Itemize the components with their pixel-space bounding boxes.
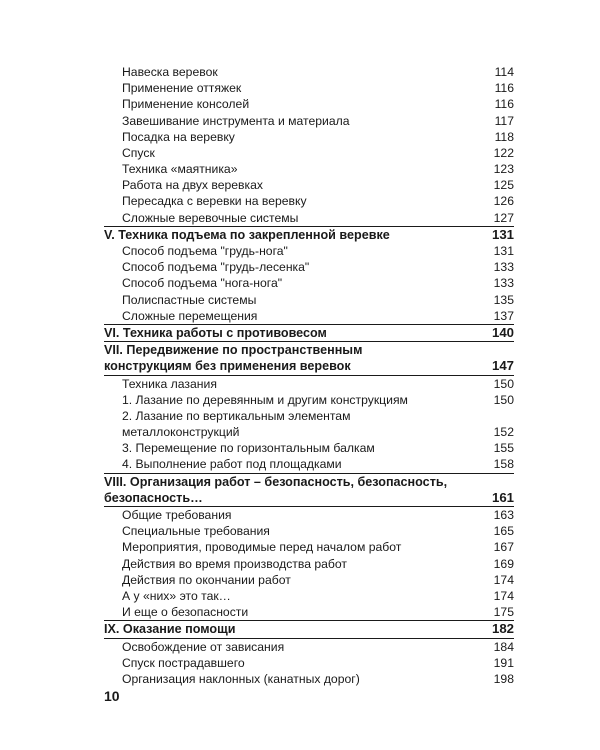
toc-section-heading (104, 324, 514, 341)
toc-entry-page: 137 (493, 308, 514, 323)
toc-entry-page: 135 (493, 292, 514, 307)
toc-entry-page: 198 (493, 671, 514, 686)
toc-entry (104, 539, 514, 555)
toc-entry (104, 243, 514, 259)
toc-entry-title: Сложные веревочные системы (122, 210, 299, 225)
toc-entry-title: Действия по окончании работ (122, 572, 291, 587)
toc-section-heading (104, 473, 514, 490)
toc-section-title: конструкциям без применения веревок (104, 359, 351, 374)
toc-entry-title: Навеска веревок (122, 64, 218, 79)
toc-section-heading (104, 226, 514, 243)
toc-entry-page: 131 (493, 244, 514, 259)
toc-entry (104, 210, 514, 226)
toc-entry (104, 375, 514, 392)
toc-section-heading-continued (104, 490, 514, 506)
toc-entry-title: металлоконструкций (122, 425, 240, 440)
toc-entry-page: 118 (494, 129, 514, 144)
toc-entry (104, 96, 514, 112)
toc-entry (104, 588, 514, 604)
toc-entry-title: 1. Лазание по деревянным и другим конструкциям (122, 392, 408, 407)
toc-section-title: VIII. Организация работ – безопасность, безопасность, (104, 474, 448, 489)
toc-entry-page: 163 (493, 508, 514, 523)
toc-section-title: V. Техника подъема по закрепленной веревке (104, 227, 390, 242)
toc-entry-title: 4. Выполнение работ под площадками (122, 457, 342, 472)
toc-section-title: безопасность… (104, 490, 203, 505)
toc-entry (104, 440, 514, 456)
toc-entry-title: Завешивание инструмента и материала (122, 113, 350, 128)
toc-entry-title: Общие требования (122, 508, 232, 523)
toc-entry (104, 194, 514, 210)
toc-entry (104, 80, 514, 96)
toc-entry (104, 572, 514, 588)
toc-entry (104, 145, 514, 161)
toc-entry-title: И еще о безопасности (122, 605, 249, 620)
toc-entry-page: 127 (493, 210, 514, 225)
toc-section-heading (104, 620, 514, 637)
toc-entry-title: 3. Перемещение по горизонтальным балкам (122, 441, 375, 456)
toc-entry-continued (104, 424, 514, 440)
toc-entry (104, 604, 514, 620)
toc-entry (104, 129, 514, 145)
toc-entry (104, 259, 514, 275)
toc-entry-title: Техника лазания (122, 376, 217, 391)
toc-section-title: IX. Оказание помощи (104, 622, 236, 637)
toc-section-page: 131 (491, 226, 514, 242)
toc-entry-page: 133 (493, 276, 514, 291)
toc-entry (104, 556, 514, 572)
toc-entry-page: 123 (493, 162, 514, 177)
toc-section-title: VI. Техника работы с противовесом (104, 325, 327, 340)
toc-entry-title: Специальные требования (122, 524, 270, 539)
toc-entry-page: 116 (494, 97, 514, 112)
toc-entry-title: Способ подъема "грудь-нога" (122, 244, 288, 259)
toc-entry (104, 177, 514, 193)
toc-entry-page: 116 (494, 81, 514, 96)
toc-entry-title: Спуск (122, 145, 155, 160)
toc-entry (104, 392, 514, 408)
toc-entry-title: Мероприятия, проводимые перед началом работ (122, 540, 402, 555)
toc-entry-title: Посадка на веревку (122, 129, 235, 144)
toc-entry-page: 114 (494, 64, 514, 79)
toc-entry-page: 169 (493, 556, 514, 571)
toc-entry-page: 191 (493, 655, 514, 670)
toc-entry-page: 122 (493, 145, 514, 160)
toc-entry (104, 292, 514, 308)
toc-entry (104, 113, 514, 129)
toc-entry (104, 275, 514, 291)
toc-entry-page: 117 (494, 113, 514, 128)
toc-entry-page: 126 (493, 194, 514, 209)
toc-entry-page: 152 (493, 425, 514, 440)
toc-section-page: 147 (491, 358, 514, 374)
toc-entry (104, 506, 514, 523)
toc-entry-title: Способ подъема "нога-нога" (122, 276, 283, 291)
toc-entry-title: 2. Лазание по вертикальным элементам (122, 408, 351, 423)
toc-entry-page: 175 (493, 605, 514, 620)
toc-entry-page: 155 (493, 441, 514, 456)
toc-entry-page: 184 (493, 639, 514, 654)
toc-entry-title: Сложные перемещения (122, 308, 258, 323)
toc-entry-page: 125 (493, 178, 514, 193)
toc-entry-title: Действия во время производства работ (122, 556, 347, 571)
toc-entry-title: Освобождение от зависания (122, 639, 285, 654)
toc-entry-title: Пересадка с веревки на веревку (122, 194, 307, 209)
toc-section-heading (104, 341, 514, 358)
toc-entry-page: 133 (493, 260, 514, 275)
toc-entry (104, 655, 514, 671)
toc-entry-page: 150 (493, 392, 514, 407)
toc-section-title: VII. Передвижение по пространственным (104, 343, 363, 358)
toc-entry-page: 167 (493, 540, 514, 555)
toc-entry (104, 161, 514, 177)
toc-entry-page: 150 (493, 376, 514, 391)
toc-entry (104, 408, 514, 424)
toc-entry-page: 174 (493, 588, 514, 603)
toc-entry (104, 457, 514, 473)
page-number: 10 (104, 688, 120, 704)
toc-entry-title: Полиспастные системы (122, 292, 257, 307)
table-of-contents (104, 64, 514, 687)
toc-section-page: 182 (491, 621, 514, 637)
toc-entry (104, 671, 514, 687)
toc-entry-title: Работа на двух веревках (122, 178, 264, 193)
toc-entry-title: Применение оттяжек (122, 81, 242, 96)
toc-entry-page: 158 (493, 457, 514, 472)
toc-entry (104, 523, 514, 539)
toc-section-heading-continued (104, 358, 514, 374)
toc-entry (104, 308, 514, 324)
toc-section-page: 140 (491, 324, 514, 340)
toc-entry (104, 64, 514, 80)
toc-entry-page: 174 (493, 572, 514, 587)
toc-entry-title: Организация наклонных (канатных дорог) (122, 671, 360, 686)
toc-section-page: 161 (491, 489, 514, 505)
toc-entry-title: Способ подъема "грудь-лесенка" (122, 260, 310, 275)
toc-entry-title: Техника «маятника» (122, 162, 238, 177)
toc-entry-title: Применение консолей (122, 97, 250, 112)
toc-entry-page: 165 (493, 524, 514, 539)
toc-entry-title: А у «них» это так… (122, 588, 231, 603)
toc-entry (104, 638, 514, 655)
toc-entry-title: Спуск пострадавшего (122, 655, 245, 670)
